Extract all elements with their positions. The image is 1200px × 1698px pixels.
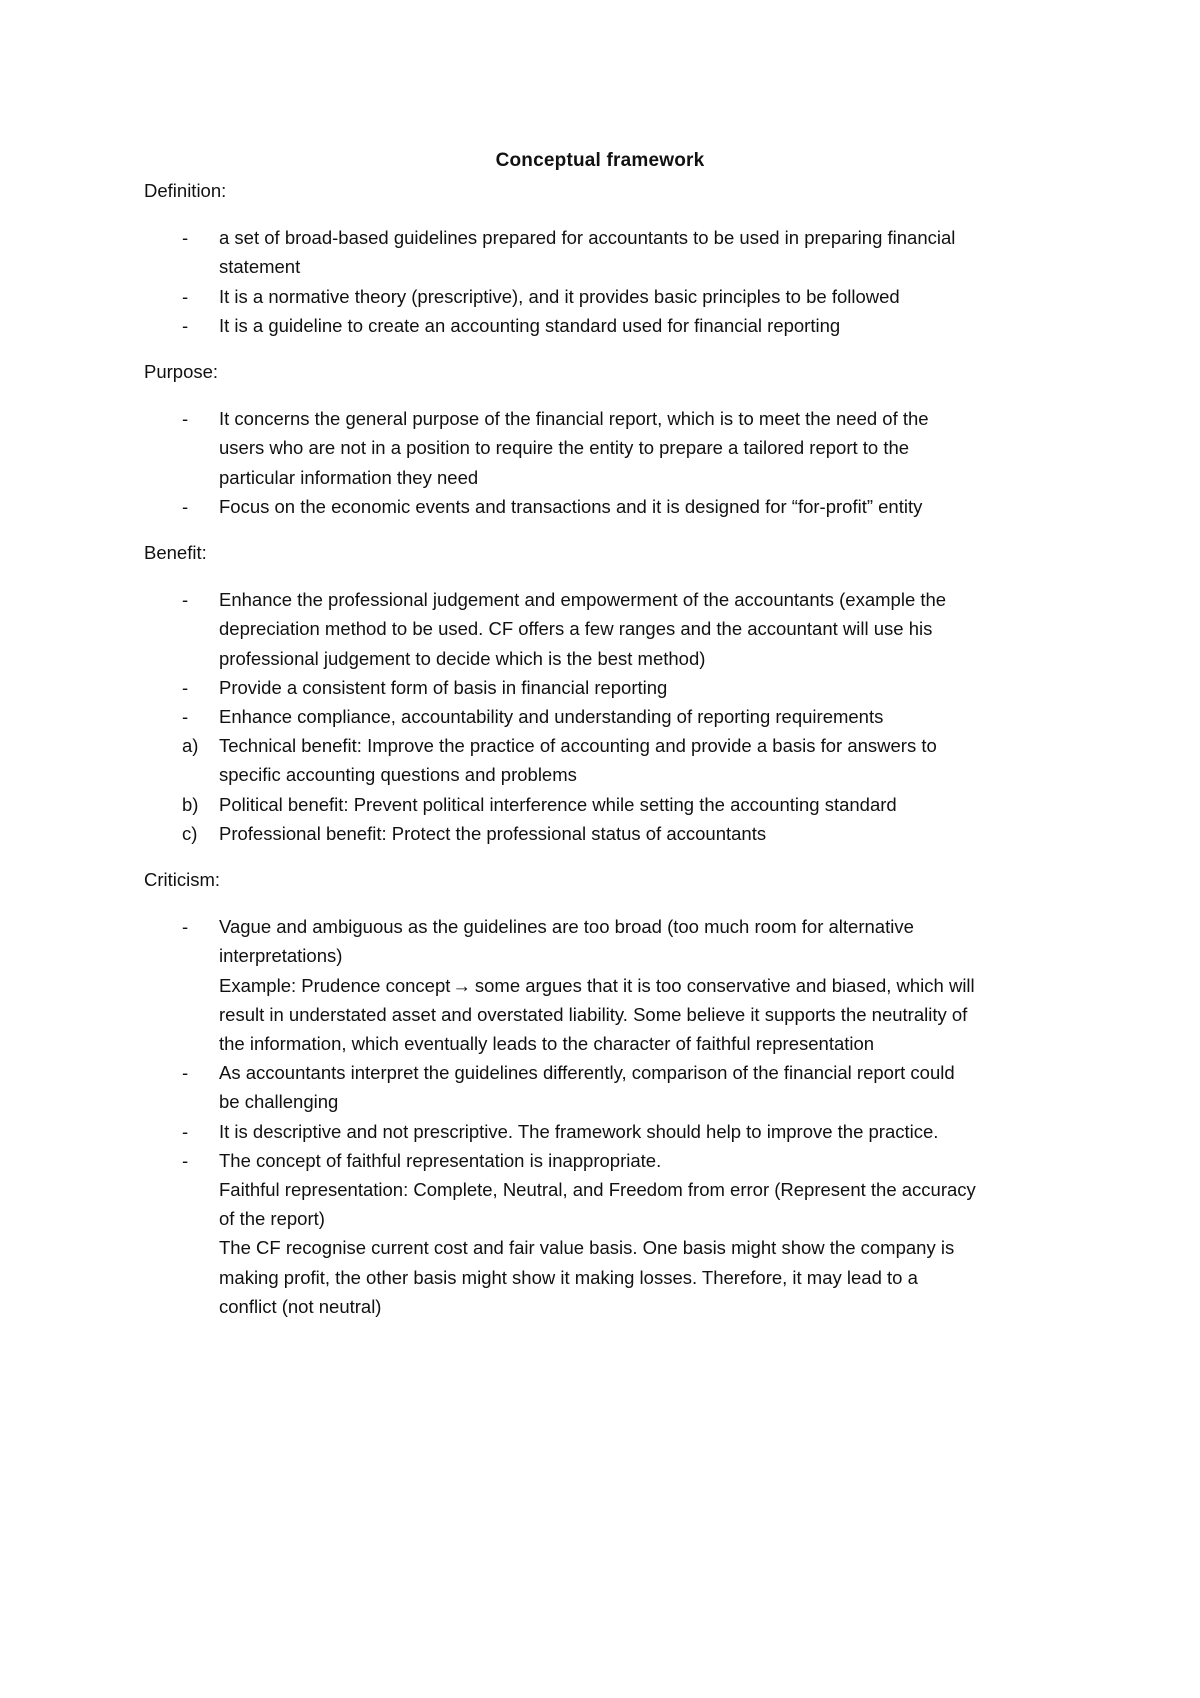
list-item bbox=[144, 223, 1064, 281]
section-purpose bbox=[144, 357, 1064, 521]
bullet-marker: - bbox=[182, 495, 189, 517]
list-item bbox=[144, 585, 1064, 673]
list-item-text: The concept of faithful representation is inappropriate. bbox=[219, 1149, 662, 1171]
list-item bbox=[144, 492, 1064, 521]
list-item-text: Provide a consistent form of basis in financial reporting bbox=[219, 676, 668, 698]
list-item-text: Enhance the professional judgement and empowerment of the accountants (example the bbox=[219, 589, 947, 611]
example-prefix: Example: Prudence concept bbox=[219, 974, 451, 996]
section-heading-criticism: Criticism: bbox=[144, 869, 221, 891]
letter-marker: a) bbox=[182, 735, 199, 757]
list-item bbox=[144, 790, 1064, 819]
list-item-text: The CF recognise current cost and fair value basis. One basis might show the company is bbox=[219, 1237, 955, 1259]
list-item-text: users who are not in a position to require the entity to prepare a tailored report to the bbox=[219, 437, 910, 459]
list-item-text: As accountants interpret the guidelines differently, comparison of the financial report could bbox=[219, 1062, 955, 1084]
list-item bbox=[144, 311, 1064, 340]
bullet-marker: - bbox=[182, 1149, 189, 1171]
example-line bbox=[219, 971, 1064, 1000]
list-item bbox=[144, 731, 1064, 789]
list-item bbox=[144, 404, 1064, 492]
list-item-text: making profit, the other basis might show it making losses. Therefore, it may lead to a bbox=[219, 1266, 918, 1288]
list-item bbox=[144, 912, 1064, 1058]
benefit-list bbox=[144, 585, 1064, 848]
list-item bbox=[144, 1117, 1064, 1146]
list-item-text: It concerns the general purpose of the financial report, which is to meet the need of the bbox=[219, 408, 929, 430]
list-item-text: It is descriptive and not prescriptive. The framework should help to improve the practice. bbox=[219, 1120, 939, 1142]
example-text: some argues that it is too conservative and biased, which will bbox=[474, 974, 975, 996]
list-item-text: conflict (not neutral) bbox=[219, 1295, 382, 1317]
list-item-text: specific accounting questions and problems bbox=[219, 764, 577, 786]
list-item bbox=[144, 819, 1064, 848]
letter-marker: b) bbox=[182, 793, 199, 815]
section-definition bbox=[144, 176, 1064, 340]
bullet-marker: - bbox=[182, 408, 189, 430]
document-body bbox=[144, 176, 1064, 1338]
section-heading-definition: Definition: bbox=[144, 180, 227, 201]
list-item bbox=[144, 1146, 1064, 1321]
list-item-text: be challenging bbox=[219, 1091, 339, 1113]
criticism-list bbox=[144, 912, 1064, 1321]
list-item-text: It is a guideline to create an accounting standard used for financial reporting bbox=[219, 314, 841, 336]
list-item bbox=[144, 673, 1064, 702]
list-item bbox=[144, 1058, 1064, 1116]
list-item-text: depreciation method to be used. CF offers a few ranges and the accountant will use his bbox=[219, 618, 933, 640]
bullet-marker: - bbox=[182, 1062, 189, 1084]
list-item bbox=[144, 702, 1064, 731]
list-item-text: Enhance compliance, accountability and understanding of reporting requirements bbox=[219, 706, 884, 727]
document-title: Conceptual framework bbox=[495, 150, 705, 171]
list-item-text: interpretations) bbox=[219, 945, 343, 967]
list-item-text: of the report) bbox=[219, 1208, 325, 1230]
list-item-text: professional judgement to decide which is the best method) bbox=[219, 647, 706, 669]
bullet-marker: - bbox=[182, 285, 189, 307]
bullet-marker: - bbox=[182, 314, 189, 336]
list-item-text: result in understated asset and overstated liability. Some believe it supports the neutrality of bbox=[219, 1003, 968, 1025]
bullet-marker: - bbox=[182, 676, 189, 698]
purpose-list bbox=[144, 404, 1064, 521]
list-item-text: the information, which eventually leads to the character of faithful representation bbox=[219, 1033, 875, 1055]
section-criticism bbox=[144, 865, 1064, 1321]
bullet-marker: - bbox=[182, 706, 189, 727]
section-heading-purpose: Purpose: bbox=[144, 361, 219, 382]
list-item-text: Vague and ambiguous as the guidelines are too broad (too much room for alternative bbox=[219, 916, 914, 938]
bullet-marker: - bbox=[182, 589, 189, 611]
definition-list bbox=[144, 223, 1064, 340]
list-item-text: a set of broad-based guidelines prepared for accountants to be used in preparing financial bbox=[219, 227, 956, 249]
section-benefit bbox=[144, 538, 1064, 848]
list-item bbox=[144, 282, 1064, 311]
bullet-marker: - bbox=[182, 227, 189, 249]
list-item-text: Professional benefit: Protect the professional status of accountants bbox=[219, 822, 767, 844]
list-item-text: It is a normative theory (prescriptive), and it provides basic principles to be followed bbox=[219, 285, 900, 307]
arrow-right-icon: → bbox=[452, 974, 471, 996]
list-item-text: statement bbox=[219, 256, 301, 278]
section-heading-benefit: Benefit: bbox=[144, 542, 207, 563]
list-item-text: Faithful representation: Complete, Neutral, and Freedom from error (Represent the accuracy bbox=[219, 1179, 976, 1201]
list-item-text: Technical benefit: Improve the practice of accounting and provide a basis for answers to bbox=[219, 735, 937, 757]
list-item-text: Political benefit: Prevent political interference while setting the accounting standard bbox=[219, 793, 897, 815]
list-item-text: particular information they need bbox=[219, 466, 479, 488]
bullet-marker: - bbox=[182, 1120, 189, 1142]
list-item-text: Focus on the economic events and transactions and it is designed for “for-profit” entity bbox=[219, 495, 923, 517]
bullet-marker: - bbox=[182, 916, 189, 938]
letter-marker: c) bbox=[182, 822, 198, 844]
